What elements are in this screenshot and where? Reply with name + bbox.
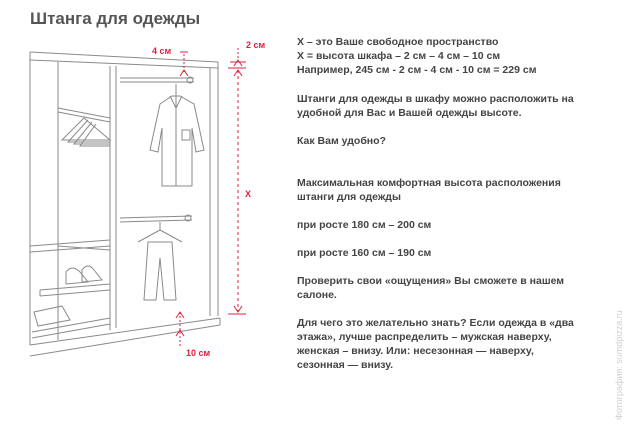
paragraph-question: Как Вам удобно? [297,135,386,147]
paragraph-comfort-height: Максимальная комфортная высота расположения штанги для одежды [297,177,561,203]
paragraph-rail-position: Штанги для одежды в шкафу можно расположить на удобной для Вас и Вашей одежды высоте. [297,93,574,119]
formula-line-2: X = высота шкафа – 2 см – 4 см – 10 см [297,50,501,62]
dimension-label-x: X [245,189,252,199]
description-text [297,35,582,372]
dimension-label-4cm: 4 см [152,46,172,56]
height-range-180-200: при росте 180 см – 200 см [297,219,432,231]
paragraph-why: Для чего это желательно знать? Если одежда в «два этажа», лучше распределить – мужская наверху, женская – внизу. Или: несезонная — наверху, сезонная — внизу. [297,317,574,371]
watermark: Фотография: sumdpizza.ru [614,310,624,420]
dimension-label-2cm: 2 см [246,40,266,50]
dimension-label-10cm: 10 см [186,348,211,358]
page-title: Штанга для одежды [30,9,201,28]
height-range-160-190: при росте 160 см – 190 см [297,247,432,259]
formula-line-3: Например, 245 см - 2 см - 4 см - 10 см = 229 см [297,64,537,76]
formula-line-1: X – это Ваше свободное пространство [297,36,499,48]
paragraph-salon: Проверить свои «ощущения» Вы сможете в нашем салоне. [297,275,565,301]
